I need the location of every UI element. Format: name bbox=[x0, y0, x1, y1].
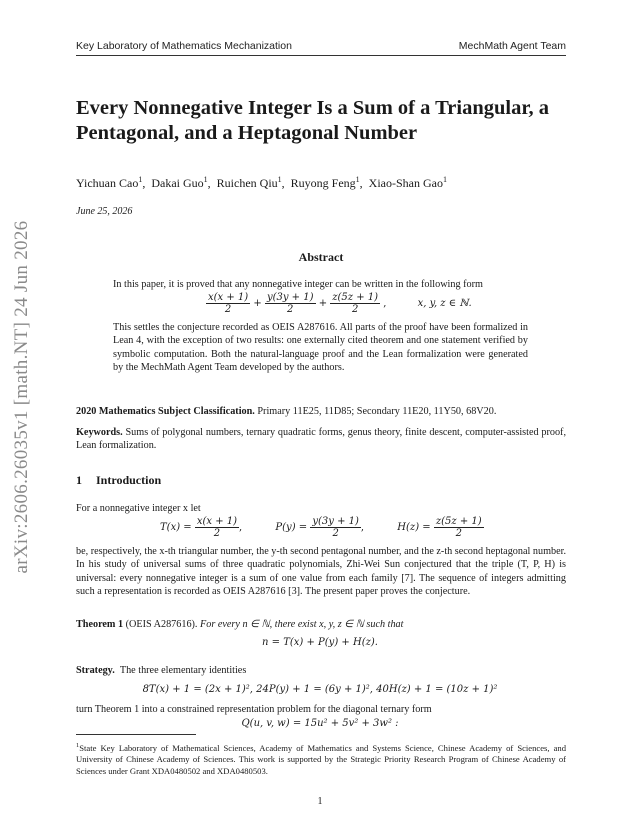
paper-date: June 25, 2026 bbox=[76, 206, 133, 217]
keywords-label: Keywords. bbox=[76, 427, 123, 438]
page-number: 1 bbox=[317, 796, 323, 807]
footnote-mark: 1 bbox=[76, 742, 80, 749]
strategy-text: The three elementary identities bbox=[119, 665, 247, 676]
strategy-after: turn Theorem 1 into a constrained representation problem for the diagonal ternary form bbox=[76, 704, 432, 715]
author: Dakai Guo bbox=[151, 176, 204, 190]
abstract-intro: In this paper, it is proved that any nonnegative integer can be written in the following form bbox=[113, 279, 483, 290]
theorem-statement bbox=[76, 618, 566, 631]
def-denominator: 2 bbox=[332, 528, 339, 539]
formula-denominator: 2 bbox=[224, 304, 232, 315]
formula-numerator: x(x + 1) bbox=[208, 292, 249, 303]
def-numerator: x(x + 1) bbox=[196, 516, 238, 527]
msc-line bbox=[76, 405, 566, 418]
author: Ruyong Feng bbox=[290, 176, 356, 190]
affiliation-mark: 1 bbox=[355, 175, 360, 184]
affiliation-mark: 1 bbox=[277, 175, 282, 184]
author-list: Yichuan Cao$^1$, Dakai Guo$^1$, Ruichen Qiu$^1$, Ruyong Feng$^1$, Xiao-Shan Gao$^1$ bbox=[76, 175, 447, 190]
def-denominator: 2 bbox=[213, 528, 221, 539]
theorem-display: n = T(x) + P(y) + H(z). bbox=[262, 637, 378, 648]
footnote-rule bbox=[76, 734, 196, 735]
affiliation-mark: 1 bbox=[443, 175, 447, 184]
theorem-text: For every n ∈ ℕ, there exist x, y, z ∈ ℕ such that bbox=[200, 619, 404, 630]
section-heading bbox=[76, 473, 175, 488]
ternary-form-display: Q(u, v, w) = 15u² + 5v² + 3w² : bbox=[241, 718, 399, 729]
def-numerator: z(5z + 1) bbox=[435, 516, 482, 527]
def-numerator: y(3y + 1) bbox=[312, 516, 359, 527]
formula-numerator: y(3y + 1) bbox=[266, 292, 314, 303]
formula-condition: x, y, z ∈ ℕ. bbox=[417, 298, 472, 309]
header-rule bbox=[76, 55, 566, 56]
msc-label: 2020 Mathematics Subject Classification. bbox=[76, 406, 255, 417]
strategy-label: Strategy. bbox=[76, 665, 115, 676]
theorem-label: Theorem 1 bbox=[76, 619, 124, 630]
running-header-right: MechMath Agent Team bbox=[458, 40, 566, 52]
intro-lead: For a nonnegative integer x let bbox=[76, 503, 201, 514]
formula-denominator: 2 bbox=[351, 304, 359, 315]
identities-display: 8T(x) + 1 = (2x + 1)², 24P(y) + 1 = (6y + 1)², 40H(z) + 1 = (10z + 1)² bbox=[142, 684, 498, 695]
affiliation-mark: 1 bbox=[138, 175, 143, 184]
abstract-formula: $\frac{x(x + 1)}{2}$ + $\frac{y(3y + 1)}{2}$ + $\frac{z(5z + 1)}{2}$ , x, y, z ∈ ℕ. bbox=[208, 292, 472, 315]
formula-denominator: 2 bbox=[287, 304, 294, 315]
arxiv-sidebar-stamp: arXiv:2606.26035v1 [math.NT] 24 Jun 2026 bbox=[11, 220, 32, 574]
footnote-text: State Key Laboratory of Mathematical Sciences, Academy of Mathematics and Systems Science, Chinese Academy of Sciences, and University of Chinese Academy of Sciences. This work is supported by the Strategic Priority Research Program of Chinese Academy of Sciences under Grant XDA0480502 and XDA0480503. bbox=[76, 742, 566, 776]
strategy-paragraph bbox=[76, 664, 566, 677]
author: Yichuan Cao bbox=[76, 176, 139, 190]
msc-text: Primary 11E25, 11D85; Secondary 11E20, 11Y50, 68V20. bbox=[257, 406, 497, 417]
abstract-heading: Abstract bbox=[298, 250, 344, 264]
footnote bbox=[76, 740, 566, 777]
section-number: 1 bbox=[76, 473, 82, 487]
intro-paragraph: be, respectively, the x-th triangular number, the y-th second pentagonal number, and the z-th second heptagonal number. In his study of universal sums of three quadratic polynomials, Zhi-Wei Sun conjectured that the triple (T, P, H) is universal: every nonnegative integer is a sum of one value from each family [7]. The sequence of integers admitting such a representation is recorded as OEIS A287616 [3]. The present paper proves the conjecture. bbox=[76, 546, 566, 598]
paper-title: Every Nonnegative Integer Is a Sum of a Triangular, a Pentagonal, and a Heptagonal Number bbox=[76, 97, 550, 144]
theorem-tag: (OEIS A287616). bbox=[125, 619, 198, 630]
section-title: Introduction bbox=[96, 473, 162, 487]
affiliation-mark: 1 bbox=[203, 175, 208, 184]
formula-numerator: z(5z + 1) bbox=[332, 292, 379, 303]
def-lhs: P(y) = bbox=[275, 522, 308, 533]
definitions-display: T(x) = $\frac{x(x + 1)}{2}$ , P(y) = $\frac{y(3y + 1)}{2}$ , H(z) = $\frac{z(5z + 1)}{2}$ bbox=[160, 516, 482, 539]
def-lhs: T(x) = bbox=[160, 522, 192, 533]
def-lhs: H(z) = bbox=[397, 522, 431, 533]
keywords-line bbox=[76, 426, 566, 453]
abstract-body: This settles the conjecture recorded as OEIS A287616. All parts of the proof have been formalized in Lean 4, with the exception of two results: one externally cited theorem and one statement verified by symbolic computation. Both the natural-language proof and the Lean formalization were generated by the MechMath Agent Team developed by the authors. bbox=[113, 322, 528, 374]
author: Xiao-Shan Gao bbox=[368, 176, 443, 190]
keywords-text: Sums of polygonal numbers, ternary quadratic forms, genus theory, finite descent, computer-assisted proof, Lean formalization. bbox=[76, 427, 567, 452]
def-denominator: 2 bbox=[455, 528, 462, 539]
author: Ruichen Qiu bbox=[216, 176, 278, 190]
running-header-left: Key Laboratory of Mathematics Mechanization bbox=[76, 40, 292, 52]
